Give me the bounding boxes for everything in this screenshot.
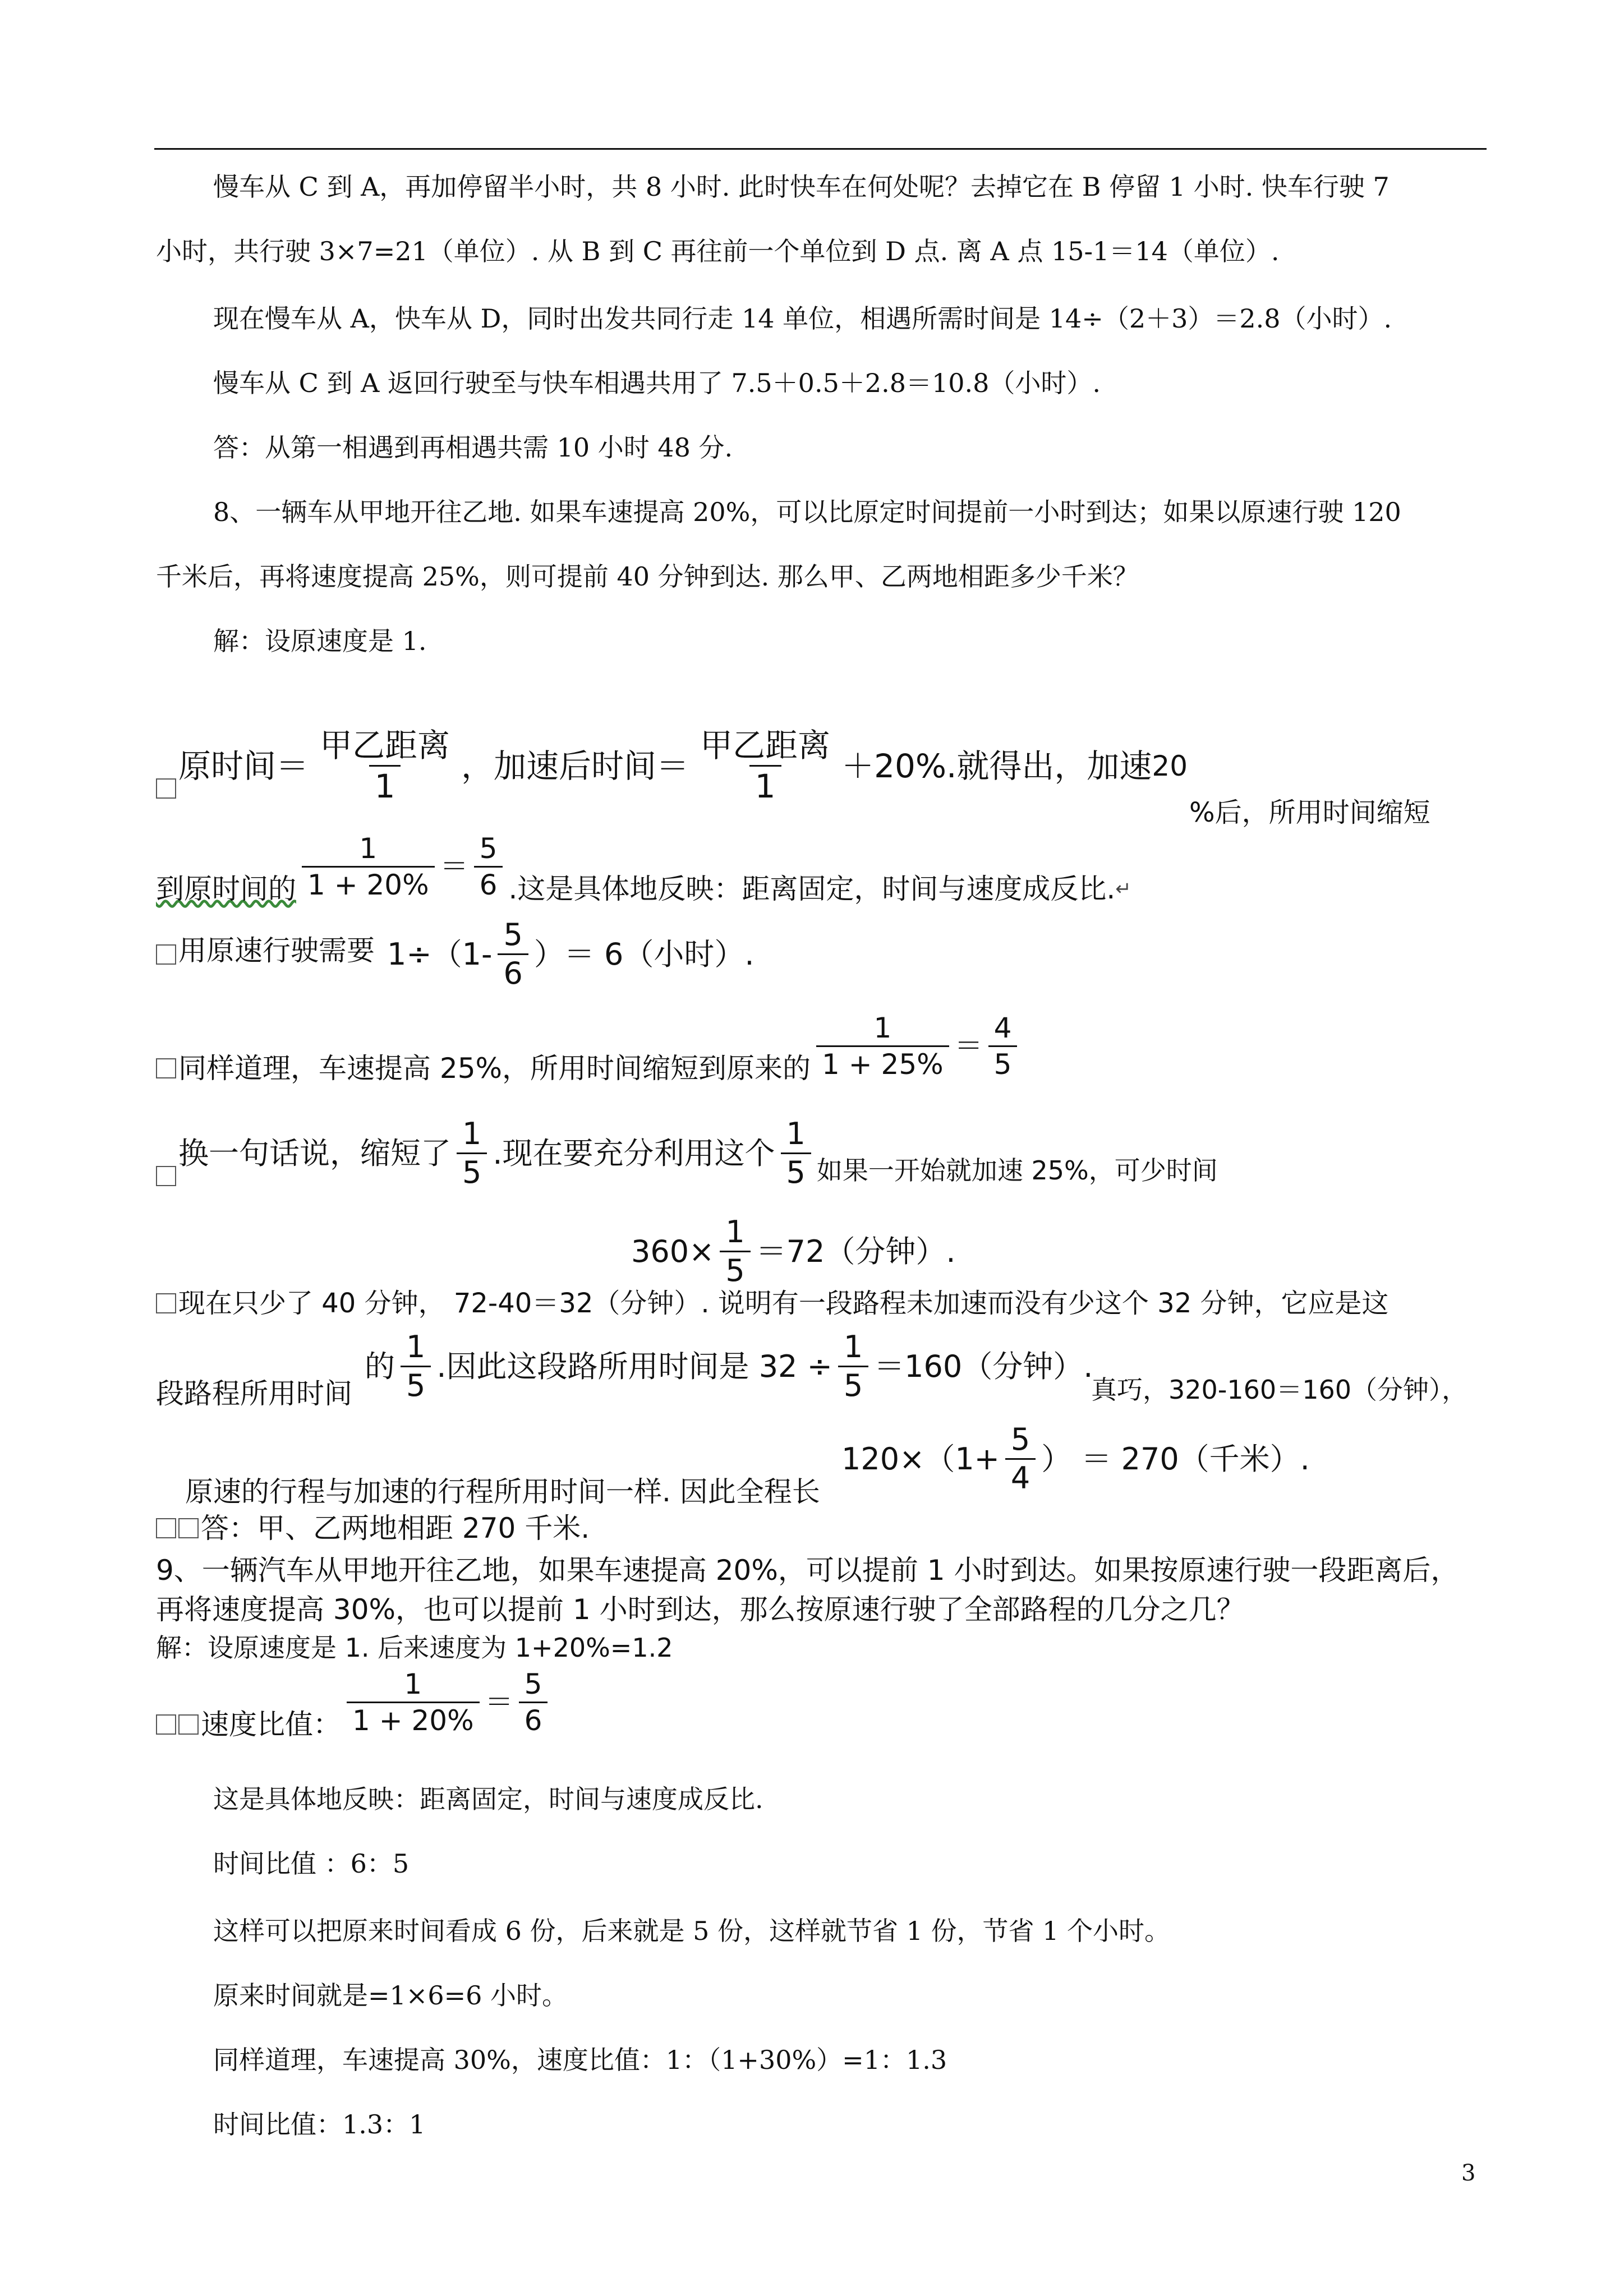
formula-text: 120×（1+ — [841, 1441, 1000, 1477]
fraction — [720, 1214, 750, 1288]
fraction — [694, 726, 836, 805]
placeholder-box — [156, 944, 176, 965]
formula-text: 现在只少了 40 分钟， 72-40＝32（分钟）. 说明有一段路程未加速而没有少这个 32 分钟，它应是这 — [178, 1288, 1389, 1319]
fraction-numerator: 甲乙距离 — [700, 726, 831, 764]
formula-line-5 — [156, 1116, 1218, 1190]
fraction-numerator: 1 — [404, 1667, 422, 1700]
placeholder-box — [156, 1714, 176, 1735]
fraction-numerator: 5 — [524, 1667, 542, 1700]
placeholder-box — [156, 1518, 176, 1538]
paragraph-line: 时间比值 ：6：5 — [213, 1848, 410, 1879]
fraction — [816, 1011, 949, 1081]
fraction — [1005, 1422, 1036, 1496]
fraction-numerator: 5 — [503, 917, 523, 952]
formula-text: 换一句话说，缩短了 — [178, 1135, 451, 1171]
fraction-numerator: 1 — [843, 1329, 863, 1364]
fraction — [302, 832, 435, 901]
fraction-numerator: 1 — [462, 1116, 482, 1151]
placeholder-box — [156, 1166, 176, 1186]
formula-text: 20 — [1152, 749, 1188, 782]
fraction-denominator: 6 — [498, 953, 528, 989]
fraction — [838, 1329, 868, 1403]
placeholder-box — [178, 1714, 199, 1735]
fraction-denominator: 6 — [474, 866, 503, 899]
paragraph-line: 慢车从 C 到 A 返回行驶至与快车相遇共用了 7.5＋0.5＋2.8＝10.8（小时）. — [213, 368, 1101, 398]
formula-text: ）＝ 6（小时）. — [533, 936, 755, 972]
equals-sign: ＝ — [440, 850, 468, 883]
formula-text: 同样道理，车速提高 25%，所用时间缩短到原来的 — [178, 1052, 811, 1085]
formula-text: ＝72（分钟）. — [756, 1233, 956, 1269]
problem-8-line: 千米后，再将速度提高 25%，则可提前 40 分钟到达. 那么甲、乙两地相距多少千米？ — [156, 561, 1139, 592]
fraction-denominator: 5 — [401, 1366, 431, 1401]
fraction-denominator: 1 — [369, 765, 401, 803]
formula-text: 用原速行驶需要 — [178, 934, 375, 967]
problem-9-line: 再将速度提高 30%，也可以提前 1 小时到达，那么按原速行驶了全部路程的几分之几？ — [156, 1593, 1245, 1626]
formula-line-8 — [365, 1329, 1093, 1403]
placeholder-box — [156, 1058, 176, 1078]
fraction-numerator: 1 — [406, 1329, 426, 1364]
fraction-denominator: 5 — [838, 1366, 868, 1401]
formula-text: 原时间＝ — [178, 746, 309, 785]
fraction — [988, 1011, 1018, 1081]
header-rule — [154, 148, 1487, 150]
fraction — [781, 1116, 811, 1190]
ratio-line — [156, 1666, 553, 1739]
formula-text: ，加速后时间＝ — [461, 746, 689, 785]
formula-text: .因此这段路所用时间是 32 ÷ — [436, 1348, 832, 1384]
paragraph-line: 原来时间就是=1×6=6 小时。 — [213, 1980, 568, 2011]
fraction-denominator: 1 + 20% — [347, 1702, 480, 1735]
placeholder-box — [156, 778, 176, 799]
placeholder-box — [156, 1293, 176, 1313]
formula-text: 如果一开始就加速 25%，可少时间 — [816, 1155, 1218, 1186]
fraction-numerator: 1 — [786, 1116, 806, 1151]
fraction-numerator: 1 — [873, 1011, 892, 1044]
formula-text: %后，所用时间缩短 — [1189, 797, 1430, 828]
fraction-numerator: 1 — [725, 1214, 745, 1250]
solution-line: 解：设原速度是 1. — [213, 626, 427, 656]
formula-text: 原速的行程与加速的行程所用时间一样. 因此全程长 — [185, 1476, 820, 1508]
fraction-numerator: 甲乙距离 — [320, 726, 450, 764]
formula-line-6 — [631, 1214, 956, 1288]
fraction-denominator: 5 — [781, 1152, 811, 1188]
paragraph-line: 慢车从 C 到 A，再加停留半小时，共 8 小时. 此时快车在何处呢？去掉它在 B 停留 1 小时. 快车行驶 7 — [213, 172, 1390, 202]
formula-text: ＋20%.就得出，加速 — [841, 746, 1152, 785]
paragraph-line: 这样可以把原来时间看成 6 份，后来就是 5 份，这样就节省 1 份，节省 1 个小时。 — [213, 1916, 1171, 1946]
equals-sign: ＝ — [954, 1030, 983, 1062]
formula-text: 360× — [631, 1233, 715, 1269]
formula-line-3 — [156, 934, 375, 967]
fraction — [314, 726, 456, 805]
fraction-denominator: 1 + 25% — [816, 1045, 949, 1078]
equals-sign: ＝ — [485, 1686, 513, 1718]
problem-9-line: 9、一辆汽车从甲地开往乙地，如果车速提高 20%，可以提前 1 小时到达。如果按原速行驶一段距离后， — [156, 1554, 1459, 1587]
return-mark-icon: ↵ — [1115, 878, 1131, 900]
fraction — [347, 1667, 480, 1737]
fraction — [498, 917, 528, 991]
fraction-denominator: 5 — [988, 1045, 1018, 1078]
formula-text: ＝160（分钟）. — [874, 1348, 1093, 1384]
formula-text: 段路程所用时间 — [156, 1377, 352, 1410]
fraction-numerator: 4 — [993, 1011, 1012, 1044]
fraction-numerator: 1 — [359, 832, 378, 865]
problem-8-line: 8、一辆车从甲地开往乙地. 如果车速提高 20%，可以比原定时间提前一小时到达；如果以原速行驶 120 — [213, 497, 1401, 527]
formula-text: ） ＝ 270（千米）. — [1041, 1441, 1310, 1477]
solution-line: 解：设原速度是 1. 后来速度为 1+20%=1.2 — [156, 1633, 673, 1663]
placeholder-box — [178, 1518, 199, 1538]
formula-text: .这是具体地反映：距离固定，时间与速度成反比. — [508, 873, 1116, 905]
fraction-denominator: 1 — [749, 765, 781, 803]
paragraph-line: 小时，共行驶 3×7=21（单位）. 从 B 到 C 再往前一个单位到 D 点. 离 A 点 15-1＝14（单位）. — [156, 236, 1280, 266]
paragraph-line: 这是具体地反映：距离固定，时间与速度成反比. — [213, 1784, 763, 1814]
paragraph-line: 时间比值：1.3：1 — [213, 2109, 426, 2140]
formula-text: 到原时间的 — [156, 873, 296, 905]
page-number: 3 — [1461, 2160, 1476, 2186]
formula-line-1 — [156, 726, 1188, 805]
paragraph-line: 同样道理，车速提高 30%，速度比值：1：（1+30%）=1：1.3 — [213, 2045, 947, 2075]
fraction-numerator: 5 — [479, 832, 498, 865]
fraction-denominator: 1 + 20% — [302, 866, 435, 899]
answer-line — [156, 1512, 590, 1545]
answer-line: 答：从第一相遇到再相遇共需 10 小时 48 分. — [213, 432, 733, 463]
paragraph-line: 现在慢车从 A，快车从 D，同时出发共同行走 14 单位，相遇所需时间是 14÷（2＋3）＝2.8（小时）. — [213, 303, 1392, 334]
fraction-denominator: 6 — [519, 1702, 548, 1735]
formula-line-2 — [156, 830, 1131, 903]
fraction-denominator: 4 — [1005, 1458, 1036, 1493]
formula-text: 1÷（1- — [387, 936, 493, 972]
fraction — [401, 1329, 431, 1403]
fraction — [519, 1667, 548, 1737]
formula-line-7 — [156, 1290, 1389, 1317]
fraction — [474, 832, 503, 901]
formula-text: 的 — [365, 1348, 395, 1384]
fraction-denominator: 5 — [720, 1251, 750, 1286]
formula-line-10 — [841, 1422, 1310, 1496]
fraction-denominator: 5 — [457, 1152, 487, 1188]
formula-text: 速度比值： — [201, 1708, 341, 1741]
formula-text: 答：甲、乙两地相距 270 千米. — [201, 1512, 590, 1545]
formula-line-4 — [156, 1009, 1023, 1085]
fraction — [457, 1116, 487, 1190]
formula-text: .现在要充分利用这个 — [493, 1135, 775, 1171]
formula-text: 真巧，320-160＝160（分钟）， — [1091, 1375, 1467, 1405]
formula-expression — [387, 917, 755, 991]
fraction-numerator: 5 — [1010, 1422, 1030, 1457]
